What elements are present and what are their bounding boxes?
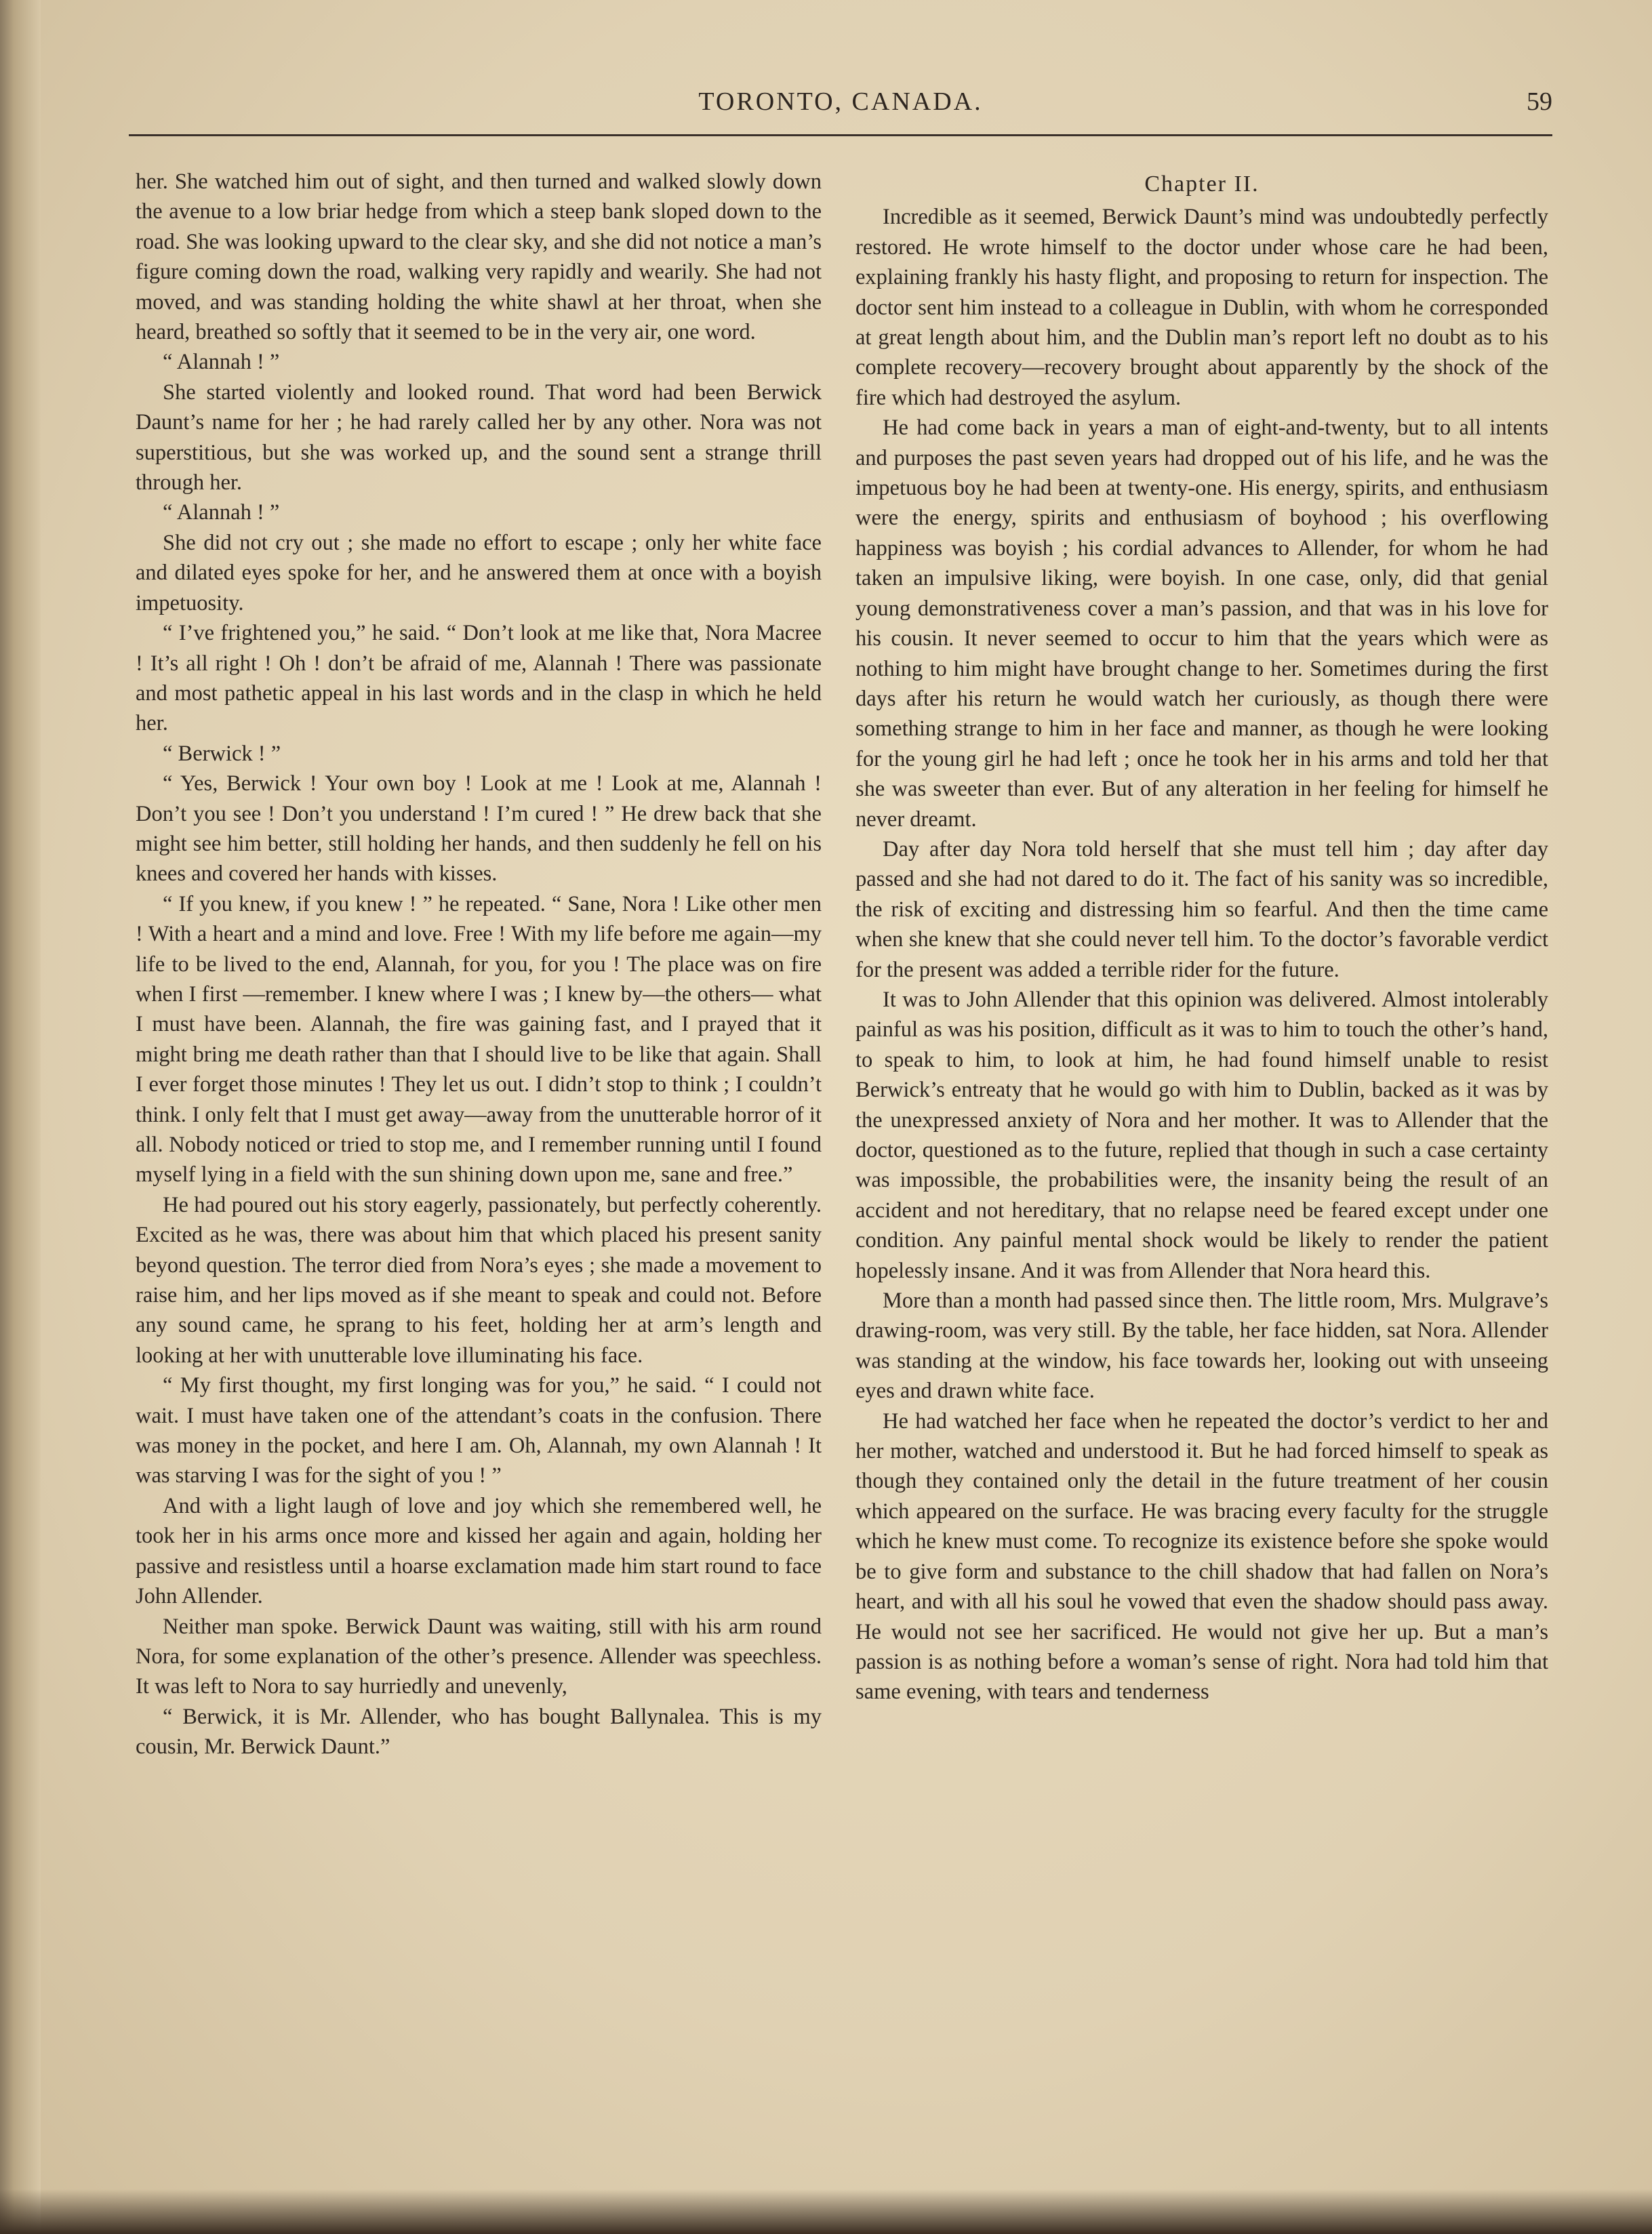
paragraph: He had poured out his story eagerly, passionately, but perfectly coherently. Excited as he was, there was about him that which placed his present sanity beyond question. The terror died from Nora’s eyes ; she made a movement to raise him, and her lips moved as if she meant to speak and could not. Before any sound came, he sprang to his feet, holding her at arm’s length and looking at her with unutterable love illuminating his face. (136, 1192, 822, 1368)
paragraph: Day after day Nora told herself that she must tell him ; day after day passed and she had not dared to do it. The fact of his sanity was so incredible, the risk of exciting and distressing him so fearful. And then the time came when she knew that she could never tell him. To the doctor’s favorable verdict for the present was added a terrible rider for the future. (855, 836, 1548, 982)
page-binding-edge (0, 0, 41, 2234)
left-column (136, 167, 822, 1762)
header-rule (129, 134, 1552, 136)
paragraph: More than a month had passed since then. The little room, Mrs. Mulgrave’s drawing-room, was very still. By the table, her face hidden, sat Nora. Allender was standing at the window, his face towards her, looking out with unseeing eyes and drawn white face. (855, 1288, 1548, 1404)
running-header (129, 87, 1552, 127)
running-title: TORONTO, CANADA. (698, 87, 983, 116)
paragraph: “ My first thought, my first longing was for you,” he said. “ I could not wait. I must have taken one of the attendant’s coats in the confusion. There was money in the pocket, and here I am. Oh, Alannah, my own Alannah ! It was starving I was for the sight of you ! ” (136, 1373, 822, 1488)
paragraph: “ Alannah ! ” (163, 500, 280, 525)
paragraph: He had watched her face when he repeated the doctor’s verdict to her and her mother, watched and understood it. But he had forced himself to speak as though they contained only the detail in the future treatment of her cousin which appeared on the surface. He was bracing every faculty for the struggle which he knew must come. To recognize its existence before she spoke would be to give form and substance to the chill shadow that had fallen on Nora’s heart, and with all his soul he vowed that even the shadow should pass away. He would not see her sacrificed. He would not give her up. But a man’s passion is as nothing before a woman’s sense of right. Nora had told him that same evening, with tears and tenderness (855, 1408, 1548, 1705)
paragraph: “ Alannah ! ” (163, 350, 280, 375)
paragraph: It was to John Allender that this opinion was delivered. Almost intolerably painful as was his position, difficult as it was to him to touch the other’s hand, to speak to him, to look at him, he had found himself unable to resist Berwick’s entreaty that he would go with him to Dublin, backed as it was by the unexpressed anxiety of Nora and her mother. It was to Allender that the doctor, questioned as to the future, replied that though in such a case certainty was impossible, the probabilities were, the insanity being the result of an accident and not hereditary, that no relapse need be feared except under one condition. Any painful mental shock would be likely to render the patient hopelessly insane. And it was from Allender that Nora heard this. (855, 987, 1548, 1283)
paragraph: Neither man spoke. Berwick Daunt was waiting, still with his arm round Nora, for some explanation of the other’s presence. Allender was speechless. It was left to Nora to say hurriedly and unevenly, (136, 1614, 822, 1699)
paragraph: And with a light laugh of love and joy which she remembered well, he took her in his arms once more and kissed her again and again, holding her passive and resistless until a hoarse exclamation made him start round to face John Allender. (136, 1493, 822, 1609)
paragraph: Incredible as it seemed, Berwick Daunt’s mind was undoubtedly perfectly restored. He wrote himself to the doctor under whose care he had been, explaining frankly his hasty flight, and proposing to return for inspection. The doctor sent him instead to a colleague in Dublin, with whom he corresponded at great length about him, and the Dublin man’s report left no doubt as to his complete recovery—recovery brought about apparently by the shock of the fire which had destroyed the asylum. (855, 205, 1548, 410)
paragraph: “ Berwick ! ” (163, 741, 281, 766)
page-bottom-shadow (0, 2189, 1652, 2234)
paragraph: She did not cry out ; she made no effort to escape ; only her white face and dilated eyes spoke for her, and he answered them at once with a boyish impetuosity. (136, 530, 822, 615)
paragraph: “ If you knew, if you knew ! ” he repeated. “ Sane, Nora ! Like other men ! With a heart and a mind and love. Free ! With my life before me again—my life to be lived to the end, Alannah, for you, for you ! The place was on fire when I first —remember. I knew where I was ; I knew by—the others— what I must have been. Alannah, the fire was gaining fast, and I prayed that it might bring me death rather than that I should live to be like that again. Shall I ever forget those minutes ! They let us out. I didn’t stop to think ; I couldn’t think. I only felt that I must get away—away from the unutterable horror of it all. Nobody noticed or tried to stop me, and I remember running until I found myself lying in a field with the sun shining down upon me, sane and free.” (136, 891, 822, 1187)
right-column (855, 167, 1548, 1707)
paragraph: He had come back in years a man of eight-and-twenty, but to all intents and purposes the past seven years had dropped out of his life, and he was the impetuous boy he had been at twenty-one. His energy, spirits, and enthusiasm were the energy, spirits and enthusiasm of boyhood ; his overflowing happiness was boyish ; his cordial advances to Allender, for whom he had taken an impulsive liking, were boyish. In one case, only, did that genial young demonstrativeness cover a man’s passion, and that was in his love for his cousin. It never seemed to occur to him that the years which were as nothing to him might have brought change to her. Sometimes during the first days after his return he would watch her curiously, as though there were something strange to him in her face and manner, as though he were looking for the young girl he had left ; once he took her in his arms and told her that she was sweeter than ever. But of any alteration in her feeling for himself he never dreamt. (855, 415, 1548, 832)
page-number: 59 (1527, 87, 1552, 116)
paragraph: “ I’ve frightened you,” he said. “ Don’t look at me like that, Nora Macree ! It’s all right ! Oh ! don’t be afraid of me, Alannah ! There was passionate and most pathetic appeal in his last words and in the clasp in which he held her. (136, 621, 822, 736)
paragraph: “ Berwick, it is Mr. Allender, who has bought Ballynalea. This is my cousin, Mr. Berwick Daunt.” (136, 1704, 822, 1760)
paragraph: “ Yes, Berwick ! Your own boy ! Look at me ! Look at me, Alannah ! Don’t you see ! Don’t you understand ! I’m cured ! ” He drew back that she might see him better, still holding her hands, and then suddenly he fell on his knees and covered her hands with kisses. (136, 771, 822, 887)
paragraph: her. She watched him out of sight, and then turned and walked slowly down the avenue to a low briar hedge from which a steep bank sloped down to the road. She was looking upward to the clear sky, and she did not notice a man’s figure coming down the road, walking very rapidly and wearily. She had not moved, and was standing holding the white shawl at her throat, when she heard, breathed so softly that it seemed to be in the very air, one word. (136, 169, 822, 345)
paragraph: She started violently and looked round. That word had been Berwick Daunt’s name for her ; he had rarely called her by any other. Nora was not superstitious, but she was worked up, and the sound sent a strange thrill through her. (136, 380, 822, 495)
chapter-heading: Chapter II. (1144, 171, 1260, 197)
